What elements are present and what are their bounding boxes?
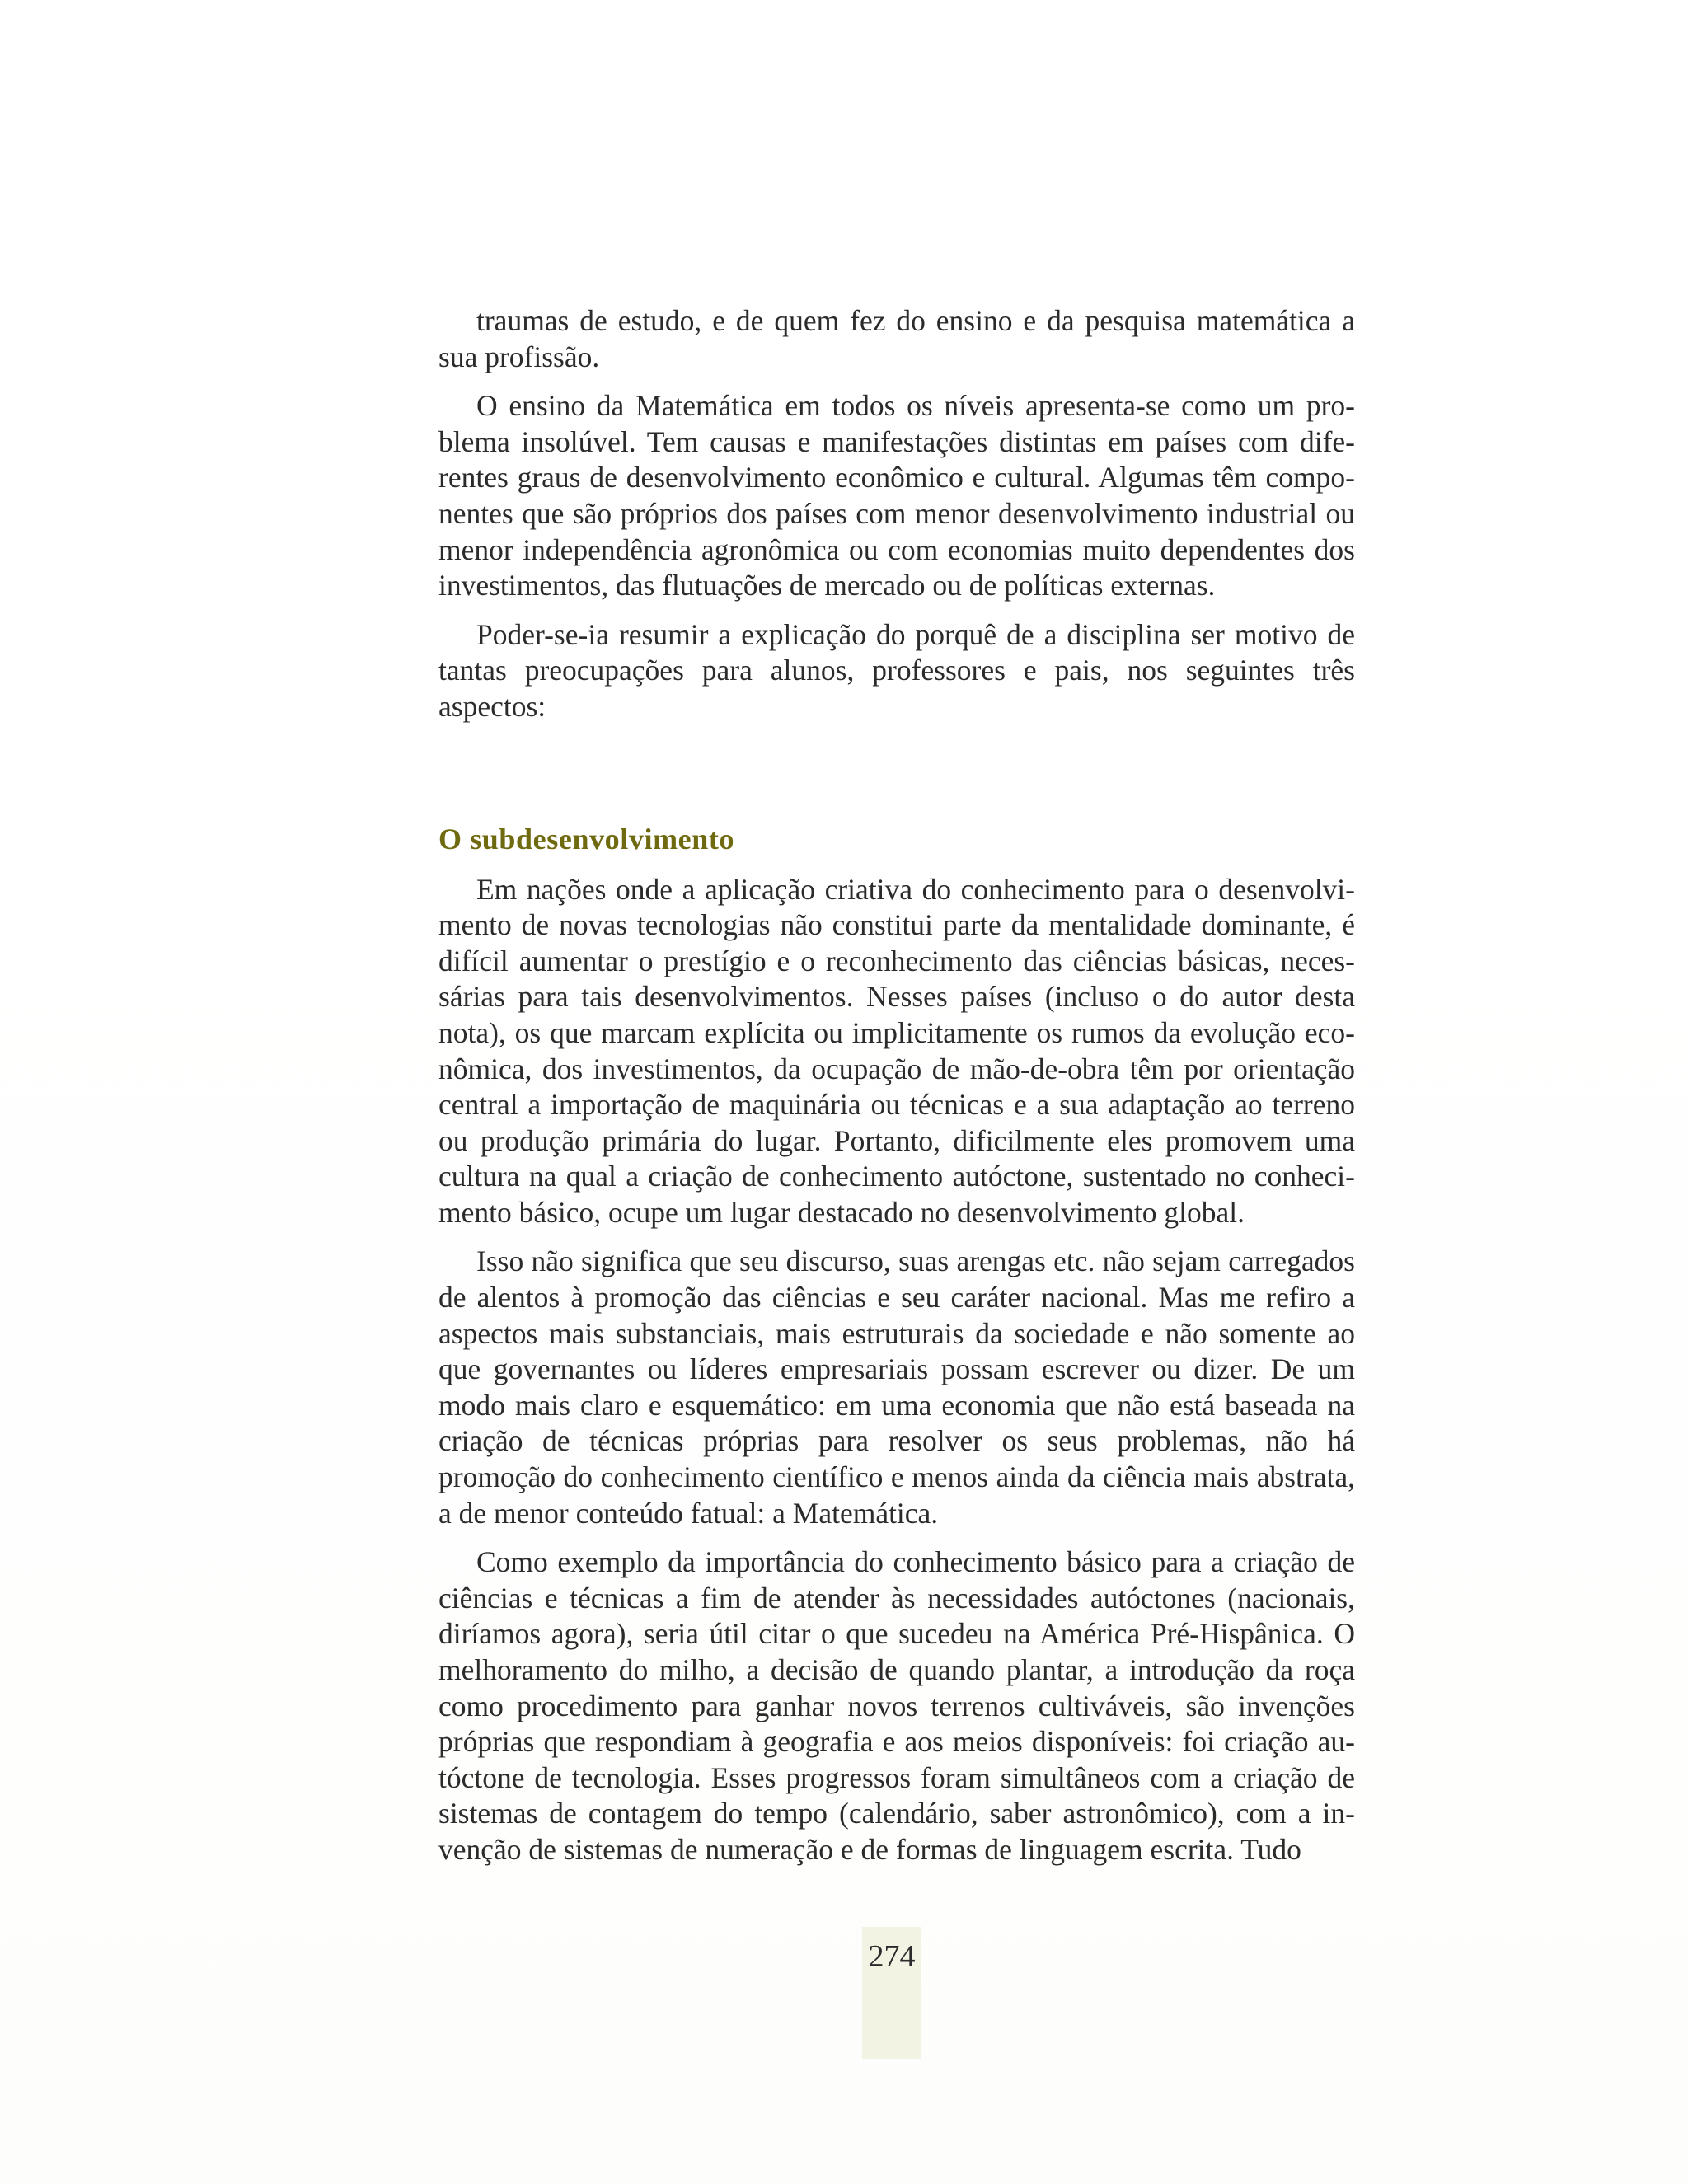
paragraph-intro-3: Poder-se-ia resumir a explicação do porquê de a disciplina ser motivo de tantas preocupações para alunos, professores e pais, nos seguintes três aspectos: [438, 617, 1355, 723]
page-number-tab [862, 1927, 921, 2059]
paragraph-section-2: Isso não significa que seu discurso, suas arengas etc. não sejam carregados de alentos à promoção das ciências e seu caráter nacional. Mas me refiro a aspectos mais substanciais, mais estruturais da sociedade e não somente ao que governantes ou líderes empresariais possam escrever ou dizer. De um modo mais claro e esquemático: em uma economia que não está baseada na criação de técnicas próprias para resolver os seus problemas, não há promoção do conhecimento científico e menos ainda da ciência mais abstrata, a de menor conteúdo fatual: a Matemática. [438, 1244, 1355, 1530]
section-heading: O subdesenvolvimento [438, 822, 735, 855]
paragraph-section-1: Em nações onde a aplicação criativa do conhecimento para o desenvolvimento de novas tecnologias não constitui parte da mentalidade dominante, é difícil aumentar o prestígio e o reconhecimento das ciências básicas, necessárias para tais desenvolvimentos. Nesses países (incluso o do autor desta nota), os que marcam explícita ou implicitamente os rumos da evolução econômica, dos investimentos, da ocupação de mão-de-obra têm por orientação central a importação de maquinária ou técnicas e a sua adaptação ao terreno ou produção primária do lugar. Portanto, dificilmente eles promovem uma cultura na qual a criação de conhecimento autóctone, sustentado no conhecimento básico, ocupe um lugar destacado no desenvolvimento global. [438, 872, 1355, 1229]
paragraph-section-3: Como exemplo da importância do conhecimento básico para a criação de ciências e técnicas a fim de atender às necessidades autóctones (nacionais, diríamos agora), seria útil citar o que sucedeu na América Pré-Hispânica. O melhoramento do milho, a decisão de quando plantar, a introdução da roça como procedimento para ganhar novos terrenos cultiváveis, são invenções próprias que respondiam à geografia e aos meios disponíveis: foi criação autóctone de tecnologia. Esses progressos foram simultâneos com a criação de sistemas de contagem do tempo (calendário, saber astronômico), com a invenção de sistemas de numeração e de formas de linguagem escrita. Tudo [438, 1545, 1355, 1866]
paragraph-intro-1: traumas de estudo, e de quem fez do ensino e da pesquisa matemática a sua profissão. [438, 304, 1355, 373]
page-content [438, 303, 1355, 1882]
page-number: 274 [868, 1939, 916, 1974]
paragraph-intro-2: O ensino da Matemática em todos os níveis apresenta-se como um problema insolúvel. Tem causas e manifestações distintas em países com diferentes graus de desenvolvimento econômico e cultural. Algumas têm componentes que são próprios dos países com menor desenvolvimento industrial ou menor independência agronômica ou com economias muito dependentes dos investimentos, das flutuações de mercado ou de políticas externas. [438, 389, 1355, 602]
